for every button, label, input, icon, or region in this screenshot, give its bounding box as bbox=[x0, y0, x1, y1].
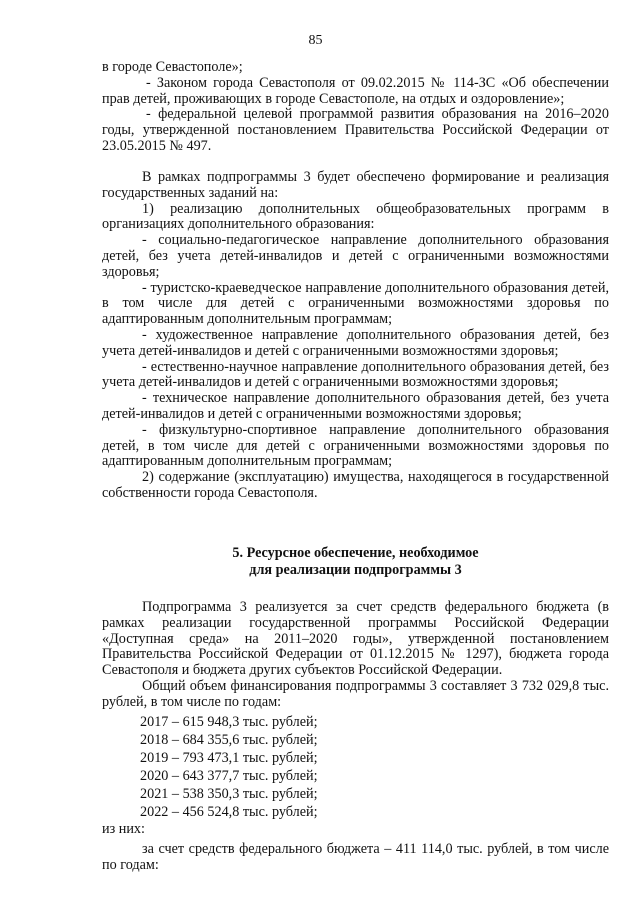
subitem: - техническое направление дополнительного образования детей, без учета детей-инвалидов и детей с ограниченными возможностями здоровья; bbox=[102, 390, 609, 422]
years-list bbox=[140, 713, 318, 821]
section-block bbox=[102, 170, 609, 502]
funding-total: Общий объем финансирования подпрограммы 3 составляет 3 732 029,8 тыс. рублей, в том числе по годам: bbox=[102, 677, 609, 710]
intro-block bbox=[102, 60, 609, 155]
intro-line: - Законом города Севастополя от 09.02.2015 № 114-ЗС «Об обеспечении прав детей, проживающих в городе Севастополе, на отдых и оздоровление»; bbox=[102, 74, 609, 107]
year-item: 2017 – 615 948,3 тыс. рублей; bbox=[140, 714, 318, 730]
year-item: 2022 – 456 524,8 тыс. рублей; bbox=[140, 804, 318, 820]
intro-line: в городе Севастополе»; bbox=[102, 59, 243, 75]
year-item: 2018 – 684 355,6 тыс. рублей; bbox=[140, 732, 318, 748]
subitem: - физкультурно-спортивное направление дополнительного образования детей, в том числе для детей с ограниченными возможностями здоровья по адаптированным дополнительным программам; bbox=[102, 421, 609, 470]
heading-line: 5. Ресурсное обеспечение, необходимое bbox=[232, 545, 479, 561]
funding-block bbox=[102, 600, 609, 711]
year-item: 2021 – 538 350,3 тыс. рублей; bbox=[140, 786, 318, 802]
section-item2: 2) содержание (эксплуатацию) имущества, находящегося в государственной собственности города Севастополя. bbox=[102, 469, 609, 501]
section-lead: В рамках подпрограммы 3 будет обеспечено формирование и реализация государственных заданий на: bbox=[102, 169, 609, 201]
year-item: 2020 – 643 377,7 тыс. рублей; bbox=[140, 768, 318, 784]
subitem: - художественное направление дополнительного образования детей, без учета детей-инвалидов и детей с ограниченными возможностями здоровья; bbox=[102, 326, 609, 359]
page-number: 85 bbox=[308, 33, 323, 48]
year-item: 2019 – 793 473,1 тыс. рублей; bbox=[140, 750, 318, 766]
federal-funding: за счет средств федерального бюджета – 411 114,0 тыс. рублей, в том числе по годам: bbox=[102, 840, 609, 873]
subitem: - туристско-краеведческое направление дополнительного образования детей, в том числе для детей с ограниченными возможностями здоровья по адаптированным дополнительным программам; bbox=[102, 279, 609, 328]
section-heading bbox=[102, 545, 609, 579]
of-which-label: из них: bbox=[102, 821, 145, 837]
subitem: - естественно-научное направление дополнительного образования детей, без учета детей-инвалидов и детей с ограниченными возможностями здоровья; bbox=[102, 358, 609, 391]
federal-block bbox=[102, 822, 609, 873]
section-item1: 1) реализацию дополнительных общеобразовательных программ в организациях дополнительного образования: bbox=[102, 200, 609, 233]
intro-line: - федеральной целевой программой развития образования на 2016–2020 годы, утвержденной постановлением Правительства Российской Федерации от 23.05.2015 № 497. bbox=[102, 106, 609, 154]
funding-para: Подпрограмма 3 реализуется за счет средств федерального бюджета (в рамках реализации государственной программы Российской Федерации «Доступная среда» на 2011–2020 годы», утвержденной постановлением Правительства Российской Федерации от 01.12.2015 № 1297), бюджета города Севастополя и бюджета других субъектов Российской Федерации. bbox=[102, 599, 609, 679]
heading-line: для реализации подпрограммы 3 bbox=[249, 562, 462, 578]
subitem: - социально-педагогическое направление дополнительного образования детей, без учета детей-инвалидов и детей с ограниченными возможностями здоровья; bbox=[102, 232, 609, 280]
